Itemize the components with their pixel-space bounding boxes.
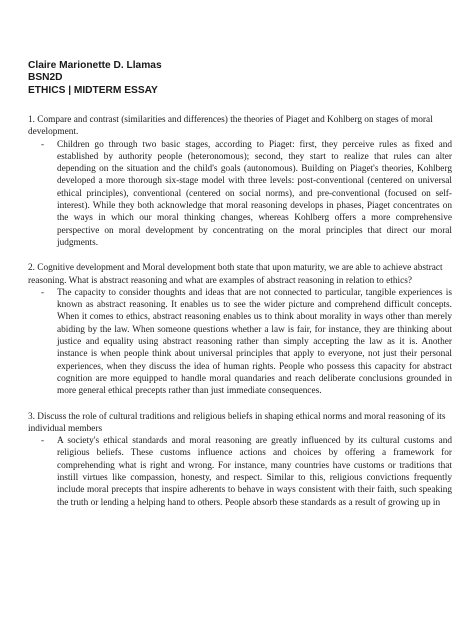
essay-body bbox=[28, 114, 452, 509]
bullet-dash: - bbox=[41, 436, 45, 447]
question-2: 2. Cognitive development and Moral development both state that upon maturity, we are able to achieve abstract reasoning. What is abstract reasoning and what are examples of abstract reasoning in relation to ethics? bbox=[28, 263, 443, 286]
section-code: BSN2D bbox=[28, 72, 63, 84]
answer-1 bbox=[28, 139, 452, 250]
document-title: ETHICS | MIDTERM ESSAY bbox=[28, 84, 158, 96]
question-3: 3. Discuss the role of cultural traditions and religious beliefs in shaping ethical norms and moral reasoning of its individual members bbox=[28, 411, 446, 434]
bullet-dash: - bbox=[41, 287, 45, 298]
author-name: Claire Marionette D. Llamas bbox=[28, 60, 162, 71]
answer-2-text: The capacity to consider thoughts and ideas that are not connected to particular, tangible experiences is known as abstract reasoning. It enables us to see the wider picture and comprehend difficult concepts. When it comes to ethics, abstract reasoning enables us to think about morality in ways other than merely abiding by the law. When someone questions whether a law is fair, for instance, they are thinking about justice and equality using abstract reasoning rather than simply accepting the law as it is. Another instance is when people think about universal principles that apply to everyone, not just their personal experiences, when they discuss the idea of human rights. People who possess this capacity for abstract cognition are more equipped to handle moral quandaries and reach deliberate conclusions grounded in more general ethical precepts rather than just immediate consequences. bbox=[57, 287, 452, 397]
document-header bbox=[28, 60, 162, 97]
answer-1-text: Children go through two basic stages, according to Piaget: first, they perceive rules as fixed and established by authority people (heteronomous); second, they start to realize that rules can alter depending on the situation and the child's goals (autonomous). Building on Piaget's theories, Kohlberg developed a more thorough six-stage model with three levels: post-conventional (centered on universal ethical principles), conventional (centered on social norms), and pre-conventional (focused on self-interest). While they both acknowledge that moral reasoning develops in phases, Piaget concentrates on the ways in which our moral thinking changes, whereas Kohlberg offers a more comprehensive perspective on moral development by concentrating on the moral principles that direct our moral judgments. bbox=[57, 139, 452, 248]
answer-2 bbox=[28, 287, 452, 398]
bullet-dash: - bbox=[41, 139, 45, 150]
answer-3 bbox=[28, 435, 452, 509]
question-1: 1. Compare and contrast (similarities and differences) the theories of Piaget and Kohlberg on stages of moral development. bbox=[28, 115, 433, 138]
answer-3-text: A society's ethical standards and moral reasoning are greatly influenced by its cultural customs and religious beliefs. These customs influence actions and choices by offering a framework for comprehending what is right and wrong. For instance, many countries have customs or traditions that instill virtues like compassion, honesty, and respect. Similar to this, religious convictions frequently include moral precepts that inspire adherents to behave in ways consistent with their faith, such speaking the truth or lending a helping hand to others. People absorb these standards as a result of growing up in bbox=[57, 436, 452, 508]
